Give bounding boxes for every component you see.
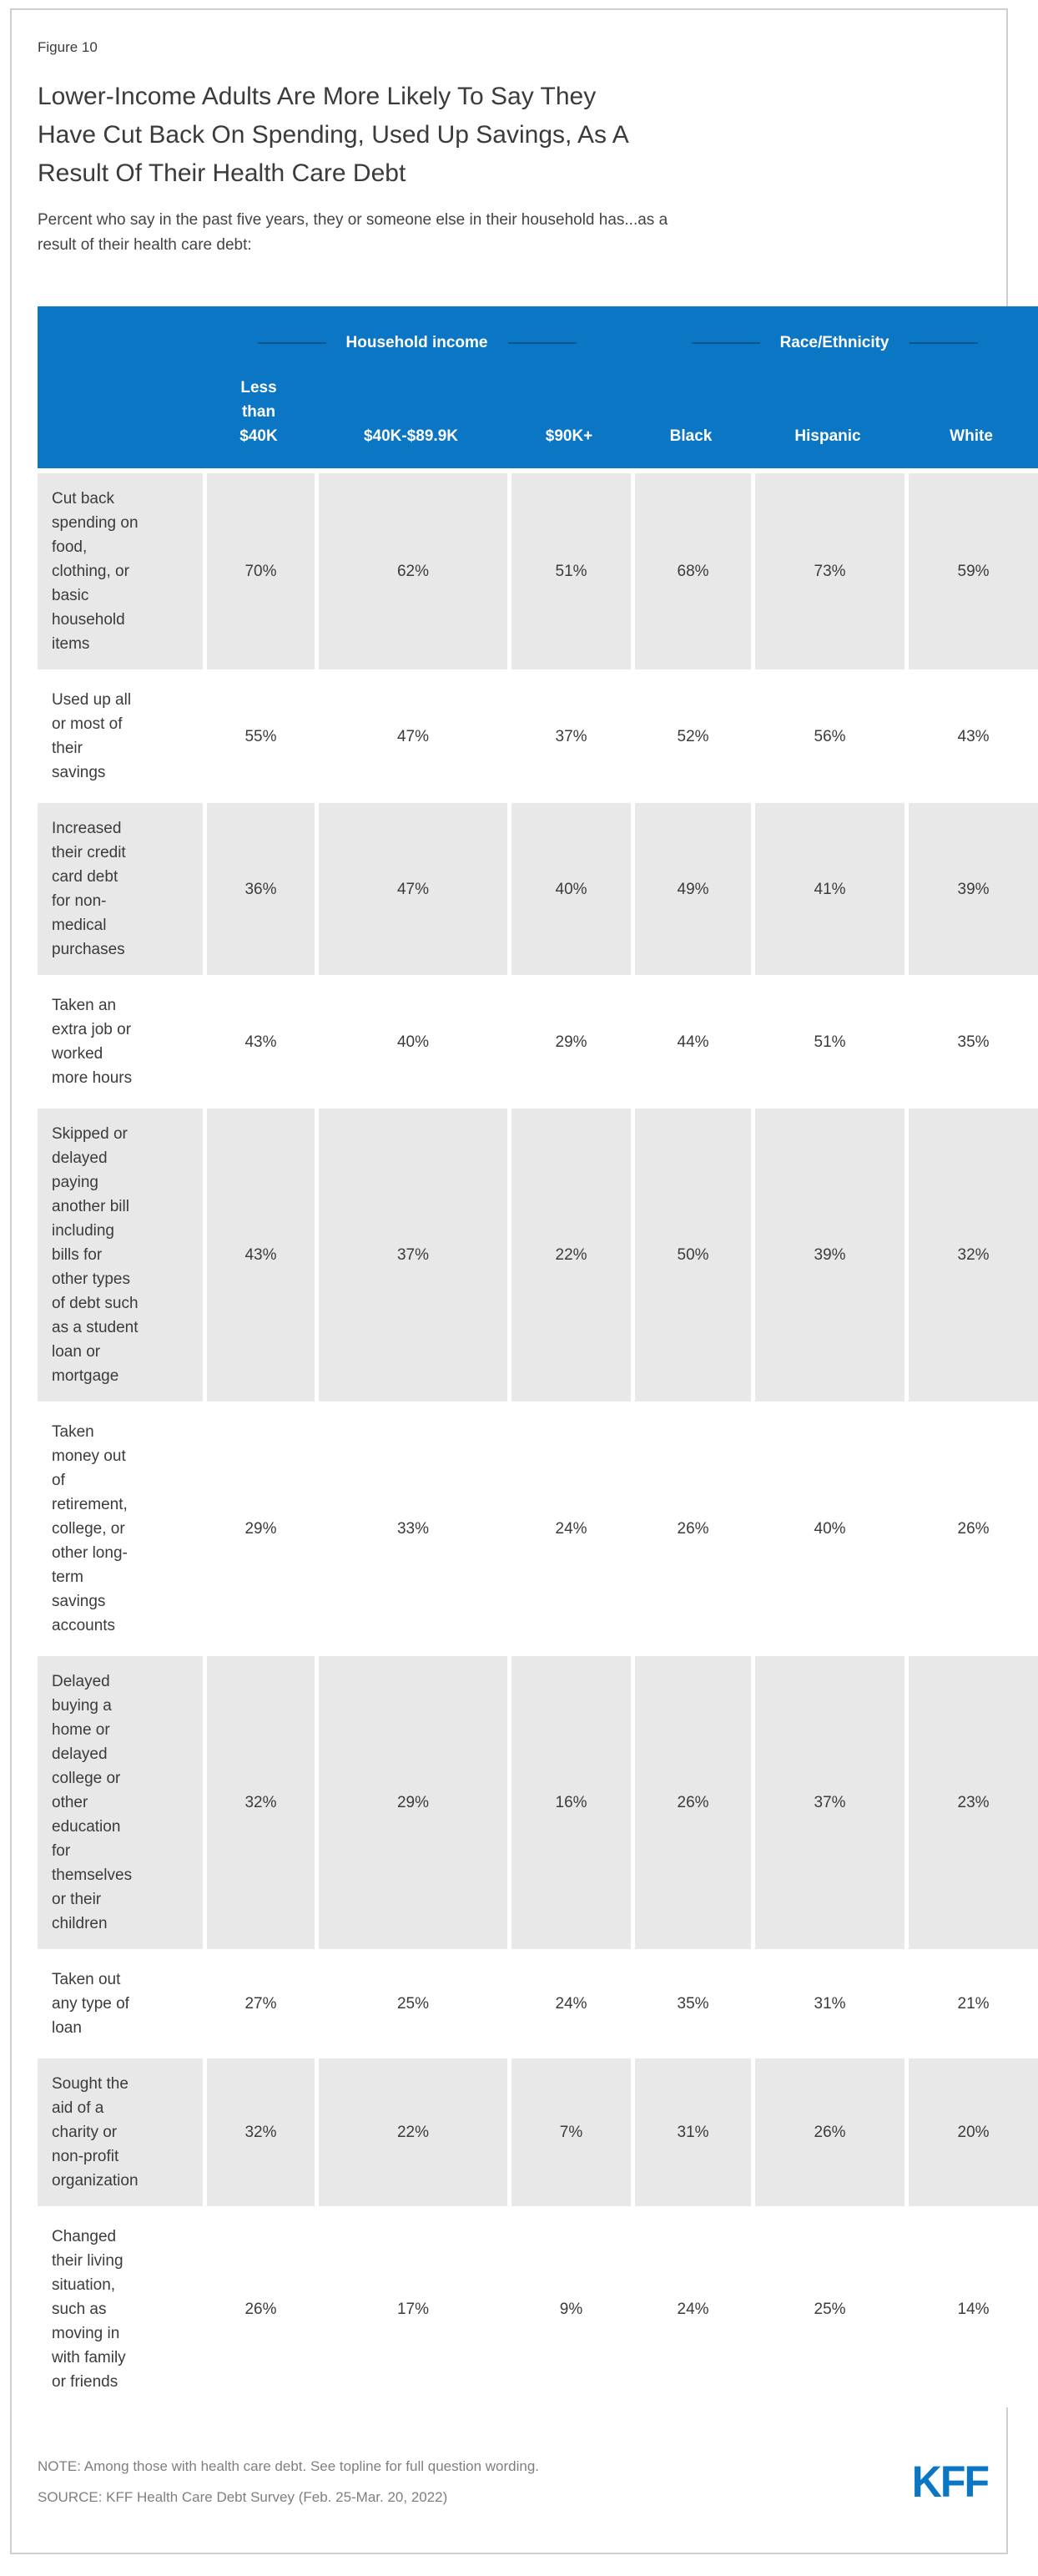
table-row: [38, 2206, 1038, 2407]
data-cell: 7%: [507, 2053, 631, 2206]
row-label: Changed their living situation, such as moving in with family or friends: [38, 2206, 203, 2407]
data-cell: 40%: [315, 975, 507, 1104]
data-table: [38, 306, 1038, 2407]
data-cell: 32%: [904, 1104, 1038, 1402]
data-cell: 68%: [631, 468, 751, 669]
data-cell: 23%: [904, 1651, 1038, 1949]
data-cell: 47%: [315, 669, 507, 798]
data-cell: 29%: [507, 975, 631, 1104]
data-cell: 26%: [751, 2053, 904, 2206]
table-row: [38, 1104, 1038, 1402]
data-cell: 51%: [507, 468, 631, 669]
row-label: Delayed buying a home or delayed college or other education for themselves or their children: [38, 1651, 203, 1949]
group-header-row: [38, 306, 1038, 366]
data-cell: 56%: [751, 669, 904, 798]
footer-text-block: [38, 2451, 539, 2513]
table-row: [38, 975, 1038, 1104]
data-cell: 32%: [203, 1651, 315, 1949]
row-label: Cut back spending on food, clothing, or basic household items: [38, 468, 203, 669]
column-header-row: [38, 366, 1038, 468]
figure-footer: [38, 2451, 988, 2513]
source-text: SOURCE: KFF Health Care Debt Survey (Feb. 25-Mar. 20, 2022): [38, 2489, 448, 2505]
data-cell: 35%: [631, 1949, 751, 2053]
data-cell: 25%: [751, 2206, 904, 2407]
data-cell: 21%: [904, 1949, 1038, 2053]
data-cell: 25%: [315, 1949, 507, 2053]
data-cell: 29%: [315, 1651, 507, 1949]
figure-subtitle: Percent who say in the past five years, they or someone else in their household has...as a result of their health care debt:: [38, 211, 668, 254]
note-text: NOTE: Among those with health care debt. See topline for full question wording.: [38, 2458, 540, 2474]
data-cell: 35%: [904, 975, 1038, 1104]
table-row: [38, 2053, 1038, 2206]
data-cell: 31%: [751, 1949, 904, 2053]
data-cell: 27%: [203, 1949, 315, 2053]
data-cell: 32%: [203, 2053, 315, 2206]
row-label: Taken an extra job or worked more hours: [38, 975, 203, 1104]
data-cell: 14%: [904, 2206, 1038, 2407]
data-cell: 70%: [203, 468, 315, 669]
data-cell: 52%: [631, 669, 751, 798]
kff-logo: KFF: [911, 2457, 988, 2507]
table-row: [38, 468, 1038, 669]
data-cell: 43%: [203, 975, 315, 1104]
data-cell: 24%: [507, 1949, 631, 2053]
row-label: Used up all or most of their savings: [38, 669, 203, 798]
table-row: [38, 669, 1038, 798]
data-cell: 49%: [631, 798, 751, 975]
data-cell: 40%: [507, 798, 631, 975]
figure-card: [10, 8, 1008, 2554]
data-cell: 43%: [904, 669, 1038, 798]
column-header-hispanic: Hispanic: [751, 366, 904, 468]
data-cell: 55%: [203, 669, 315, 798]
column-header-white: White: [904, 366, 1038, 468]
table-row: [38, 1402, 1038, 1651]
column-header-90k-plus: $90K+: [507, 366, 631, 468]
group-header-race-ethnicity: [631, 306, 1038, 366]
data-cell: 26%: [904, 1402, 1038, 1651]
data-cell: 24%: [631, 2206, 751, 2407]
row-label: Skipped or delayed paying another bill including bills for other types of debt such as a student loan or mortgage: [38, 1104, 203, 1402]
data-cell: 31%: [631, 2053, 751, 2206]
data-cell: 51%: [751, 975, 904, 1104]
data-cell: 16%: [507, 1651, 631, 1949]
data-cell: 9%: [507, 2206, 631, 2407]
figure-label: Figure 10: [38, 39, 98, 55]
column-header-less-than-40k: Less than $40K: [203, 366, 315, 468]
data-cell: 41%: [751, 798, 904, 975]
data-cell: 40%: [751, 1402, 904, 1651]
data-cell: 29%: [203, 1402, 315, 1651]
corner-cell: [38, 306, 203, 366]
row-label: Taken out any type of loan: [38, 1949, 203, 2053]
table-row: [38, 1651, 1038, 1949]
data-cell: 59%: [904, 468, 1038, 669]
corner-cell: [38, 366, 203, 468]
table-header: [38, 306, 1038, 468]
table-row: [38, 798, 1038, 975]
row-label: Sought the aid of a charity or non-profit organization: [38, 2053, 203, 2206]
data-cell: 26%: [631, 1402, 751, 1651]
data-cell: 39%: [904, 798, 1038, 975]
data-cell: 33%: [315, 1402, 507, 1651]
data-cell: 22%: [315, 2053, 507, 2206]
data-cell: 22%: [507, 1104, 631, 1402]
data-cell: 44%: [631, 975, 751, 1104]
group-header-label: Race/Ethnicity: [631, 334, 1038, 352]
data-cell: 36%: [203, 798, 315, 975]
column-header-black: Black: [631, 366, 751, 468]
group-header-household-income: [203, 306, 631, 366]
group-header-label: Household income: [203, 334, 631, 352]
data-cell: 62%: [315, 468, 507, 669]
data-cell: 37%: [315, 1104, 507, 1402]
figure-title: Lower-Income Adults Are More Likely To Say They Have Cut Back On Spending, Used Up Savings, As A Result Of Their Health Care Debt: [38, 83, 629, 187]
row-label: Increased their credit card debt for non- medical purchases: [38, 798, 203, 975]
table-row: [38, 1949, 1038, 2053]
data-cell: 37%: [507, 669, 631, 798]
data-cell: 73%: [751, 468, 904, 669]
data-cell: 37%: [751, 1651, 904, 1949]
data-cell: 26%: [203, 2206, 315, 2407]
data-cell: 26%: [631, 1651, 751, 1949]
data-cell: 47%: [315, 798, 507, 975]
column-header-40k-89k: $40K-$89.9K: [315, 366, 507, 468]
data-cell: 43%: [203, 1104, 315, 1402]
data-cell: 39%: [751, 1104, 904, 1402]
data-cell: 20%: [904, 2053, 1038, 2206]
table-clip-container: [38, 306, 993, 2407]
data-cell: 17%: [315, 2206, 507, 2407]
data-cell: 50%: [631, 1104, 751, 1402]
row-label: Taken money out of retirement, college, or other long- term savings accounts: [38, 1402, 203, 1651]
data-cell: 24%: [507, 1402, 631, 1651]
